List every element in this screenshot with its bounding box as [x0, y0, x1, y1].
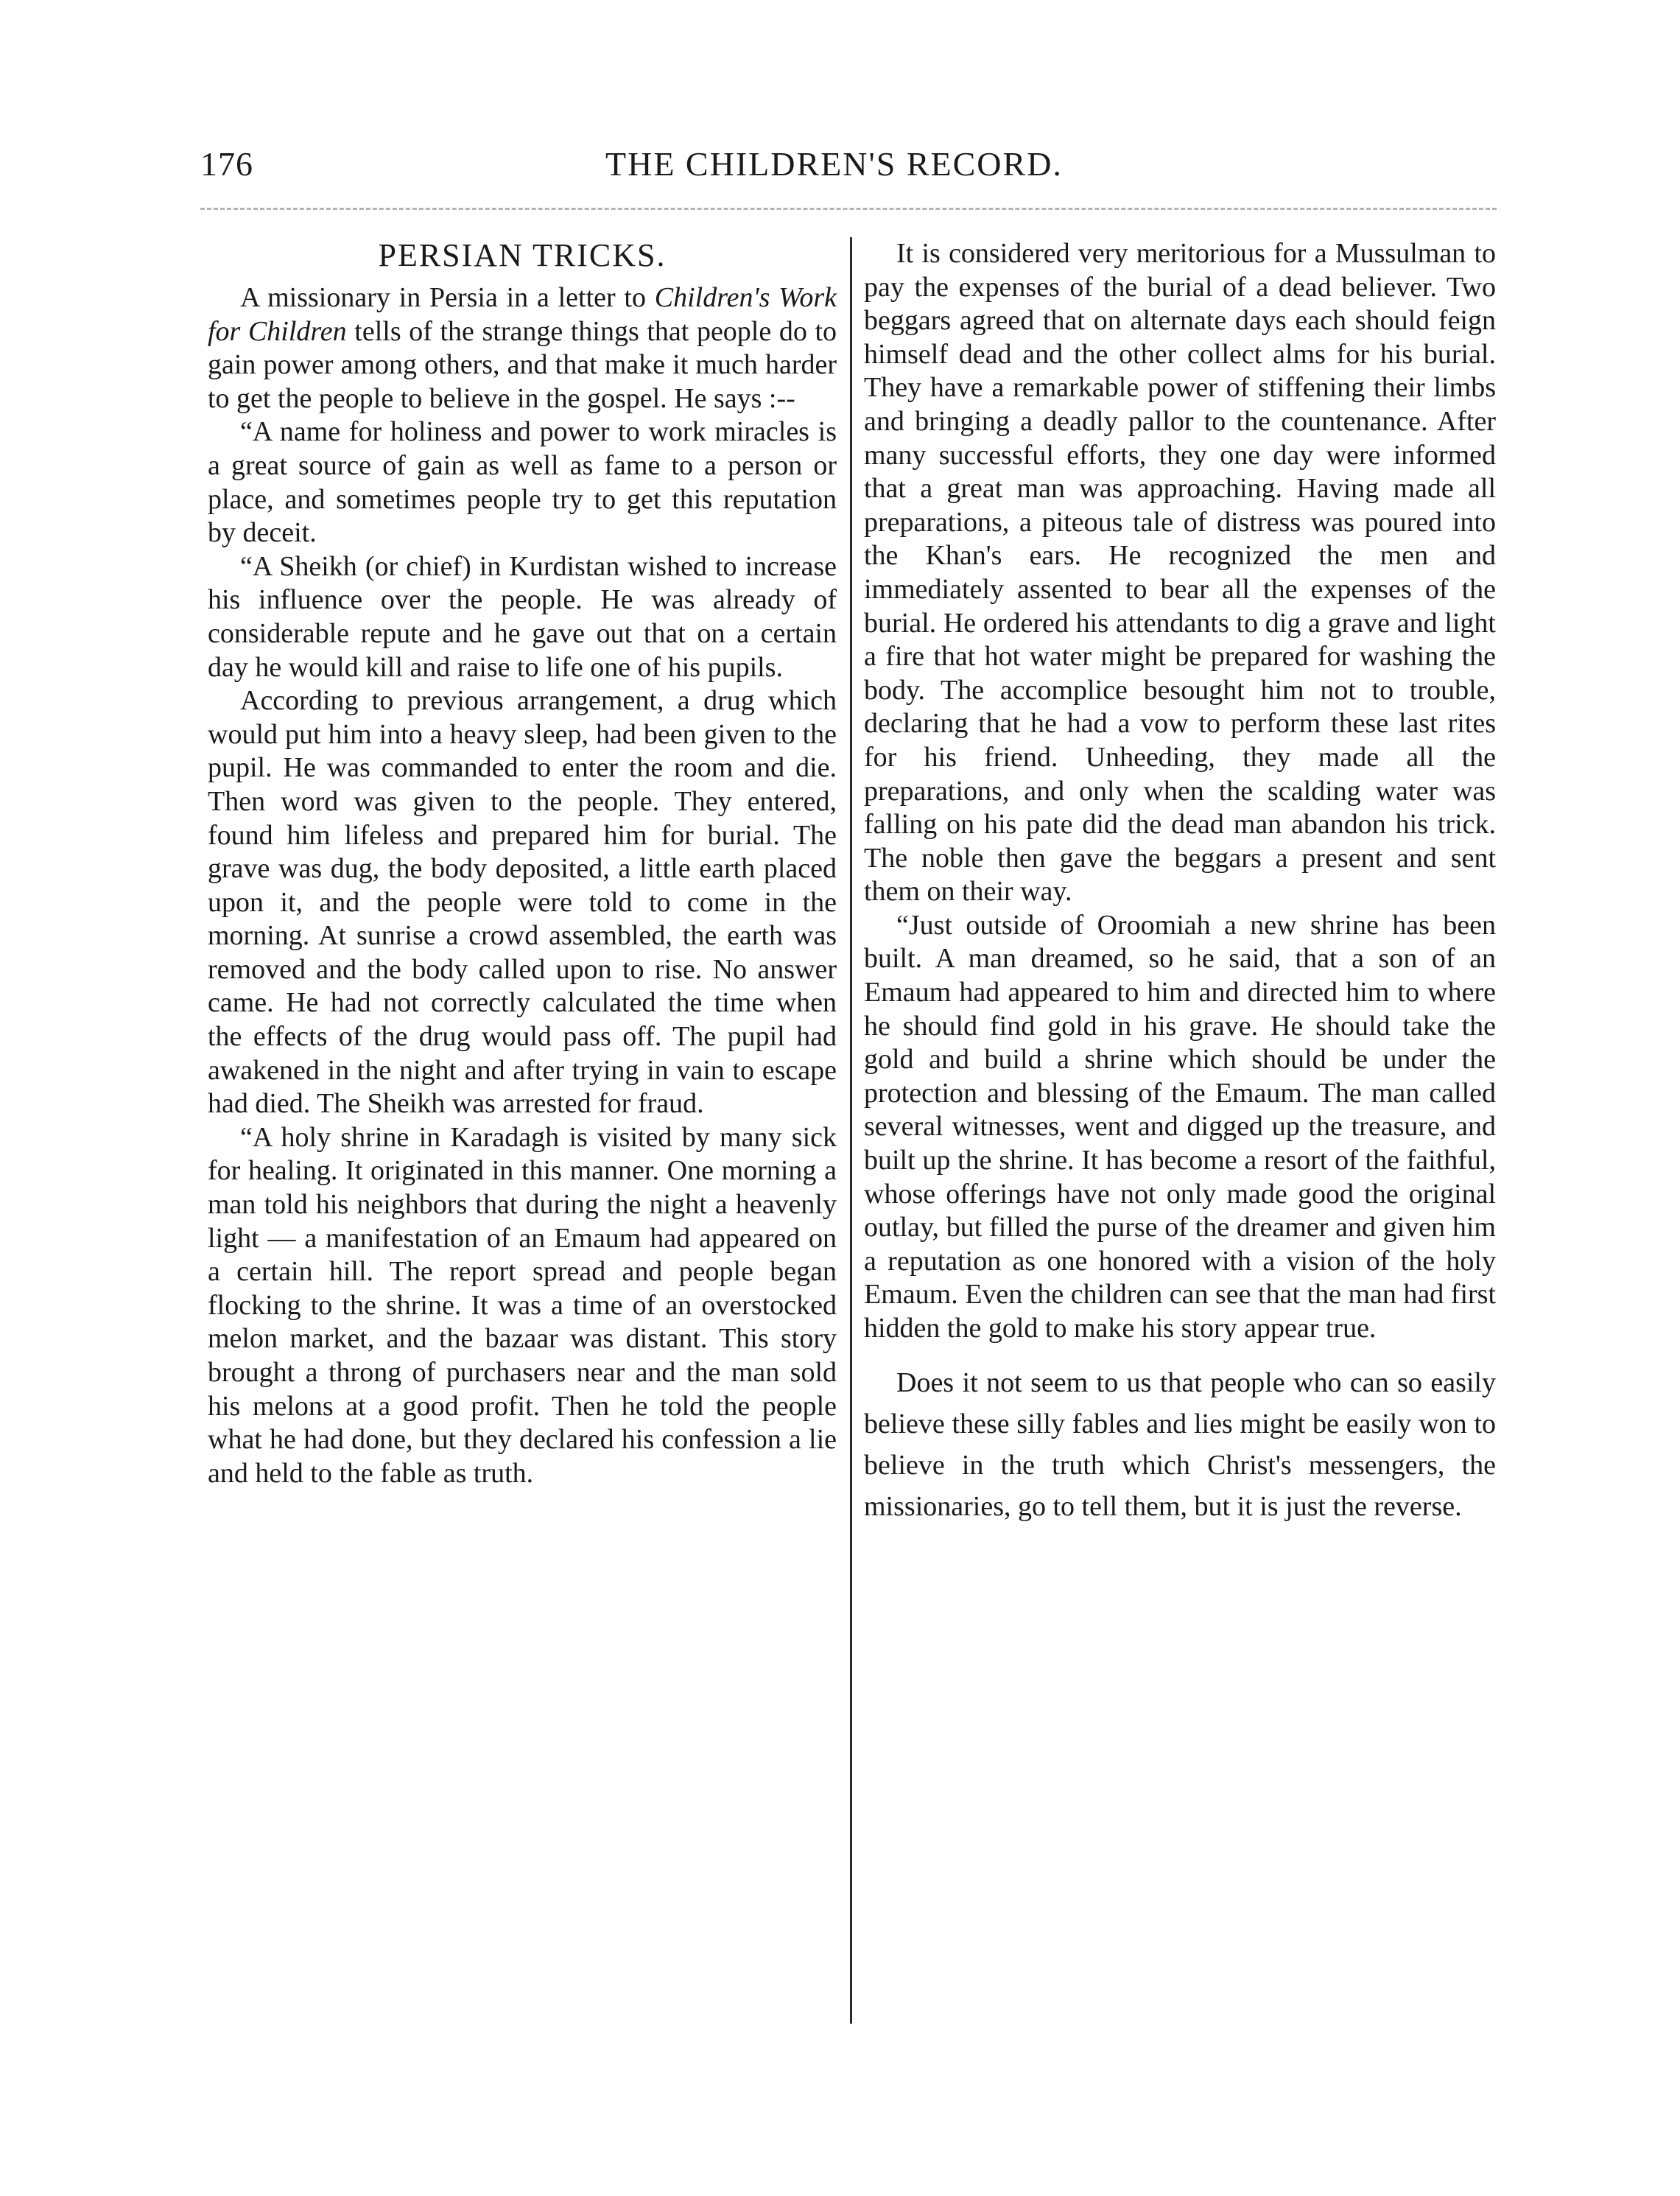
- paragraph-beggars: It is considered very meritorious for a Mussulman to pay the expenses of the burial of a dead believer. Two beggars agreed that on alternate days each should feign himself dead and the other collect alms for his burial. They have a remarkable power of stiffening their limbs and bringing a deadly pallor to the countenance. After many successful efforts, they one day were informed that a great man was approaching. Having made all preparations, a piteous tale of distress was poured into the Khan's ears. He recognized the men and immediately assented to bear all the expenses of the burial. He ordered his attendants to dig a grave and light a fire that hot water might be prepared for washing the body. The accomplice besought him not to trouble, declaring that he had a vow to perform these last rites for his friend. Unheeding, they made all the preparations, and only when the scalding water was falling on his pate did the dead man abandon his trick. The noble then gave the beggars a present and sent them on their way.: [864, 238, 1496, 908]
- page-header: [200, 144, 1519, 196]
- paragraph-holiness: “A name for holiness and power to work miracles is a great source of gain as well as fame to a person or place, and sometimes people try to get this reputation by deceit.: [208, 416, 837, 549]
- left-column: [208, 237, 837, 1490]
- column-rule: [850, 237, 852, 2024]
- paragraph-sheikh: “A Sheikh (or chief) in Kurdistan wished to increase his influence over the people. He was already of considerable repute and he gave out that on a certain day he would kill and raise to life one of his pupils.: [208, 550, 837, 683]
- publication-name: Children's Work for Children: [208, 282, 837, 347]
- header-rule: [200, 208, 1497, 210]
- intro-paragraph: [208, 281, 837, 415]
- running-title: THE CHILDREN'S RECORD.: [605, 145, 1063, 183]
- paragraph-karadagh: “A holy shrine in Karadagh is visited by many sick for healing. It originated in this manner. One morning a man told his neighbors that during the night a heavenly light — a manifestation of an Emaum had appeared on a certain hill. The report spread and people began flocking to the shrine. It was a time of an overstocked melon market, and the bazaar was distant. This story brought a throng of purchasers near and the man sold his melons at a good profit. Then he told the people what he had done, but they declared his confession a lie and held to the fable as truth.: [208, 1121, 837, 1489]
- page-number: 176: [200, 145, 253, 183]
- right-column: [864, 237, 1496, 1527]
- paragraph-oroomiah: “Just outside of Oroomiah a new shrine has been built. A man dreamed, so he said, that a son of an Emaum had appeared to him and directed him to where he should find gold in his grave. He should take the gold and build a shrine which should be under the protection and blessing of the Emaum. The man called several witnesses, went and digged up the treasure, and built up the shrine. It has become a resort of the faithful, whose offerings have not only made good the original outlay, but filled the purse of the dreamer and given him a reputation as one honored with a vision of the holy Emaum. Even the children can see that the man had first hidden the gold to make his story appear true.: [864, 909, 1496, 1344]
- intro-text-end: tells of the strange things that people do to gain power among others, and that make it much harder to get the people to believe in the gospel. He says :--: [208, 315, 837, 414]
- closing-paragraph: Does it not seem to us that people who can so easily believe these silly fables and lies might be easily won to believe in the truth which Christ's messengers, the missionaries, go to tell them, but it is just the reverse.: [864, 1367, 1496, 1522]
- intro-text-start: A missionary in Persia in a letter to: [240, 282, 655, 313]
- paragraph-drug: According to previous arrangement, a drug which would put him into a heavy sleep, had been given to the pupil. He was commanded to enter the room and die. Then word was given to the people. They entered, found him lifeless and prepared him for burial. The grave was dug, the body deposited, a little earth placed upon it, and the people were told to come in the morning. At sunrise a crowd assembled, the earth was removed and the body called upon to rise. No answer came. He had not correctly calculated the time when the effects of the drug would pass off. The pupil had awakened in the night and after trying in vain to escape had died. The Sheikh was arrested for fraud.: [208, 685, 837, 1120]
- article-title: PERSIAN TRICKS.: [378, 237, 667, 273]
